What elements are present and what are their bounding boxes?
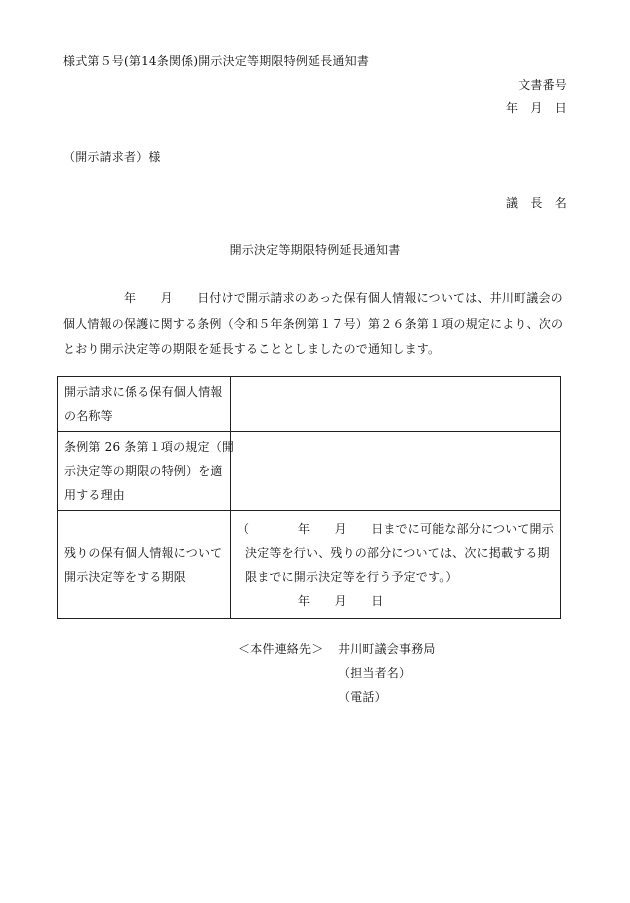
contact-label: ＜本件連絡先＞ <box>238 642 324 656</box>
body-line-1: 年 月 日付けで開示請求のあった保有個人情報については、井川町議会の <box>63 291 563 305</box>
value-information-name <box>231 377 561 432</box>
value-deadline: （ 年 月 日までに可能な部分について開示 決定等を行い、残りの部分については、次に掲載する期 限までに開示決定等を行う予定です。） 年 月 日 <box>231 511 561 619</box>
contact-person: （担当者名） <box>338 666 412 680</box>
addressee: （開示請求者）様 <box>63 150 161 164</box>
label-information-name: 開示請求に係る保有個人情報 の名称等 <box>58 377 231 432</box>
label-reason: 条例第 26 条第１項の規定（開 示決定等の期限の特例）を適 用する理由 <box>58 432 231 511</box>
document-title: 開示決定等期限特例延長通知書 <box>229 243 401 257</box>
contact-office: 井川町議会事務局 <box>338 642 436 656</box>
document-number-label: 文書番号 <box>518 78 567 92</box>
value-reason <box>231 432 561 511</box>
label-deadline: 残りの保有個人情報について 開示決定等をする期限 <box>58 511 231 619</box>
body-line-3: とおり開示決定等の期限を延長することとしましたので通知します。 <box>63 342 441 356</box>
form-header: 様式第５号(第14条関係)開示決定等期限特例延長通知書 <box>63 54 370 68</box>
body-line-2: 個人情報の保護に関する条例（令和５年条例第１７号）第２６条第１項の規定により、次の <box>63 317 564 331</box>
notice-table <box>57 376 561 619</box>
table-row-deadline <box>58 511 561 619</box>
date-line: 年 月 日 <box>505 101 567 115</box>
table-row-information-name <box>58 377 561 432</box>
sender-name: 議 長 名 <box>505 196 567 210</box>
contact-phone: （電話） <box>338 690 387 704</box>
table-row-reason <box>58 432 561 511</box>
